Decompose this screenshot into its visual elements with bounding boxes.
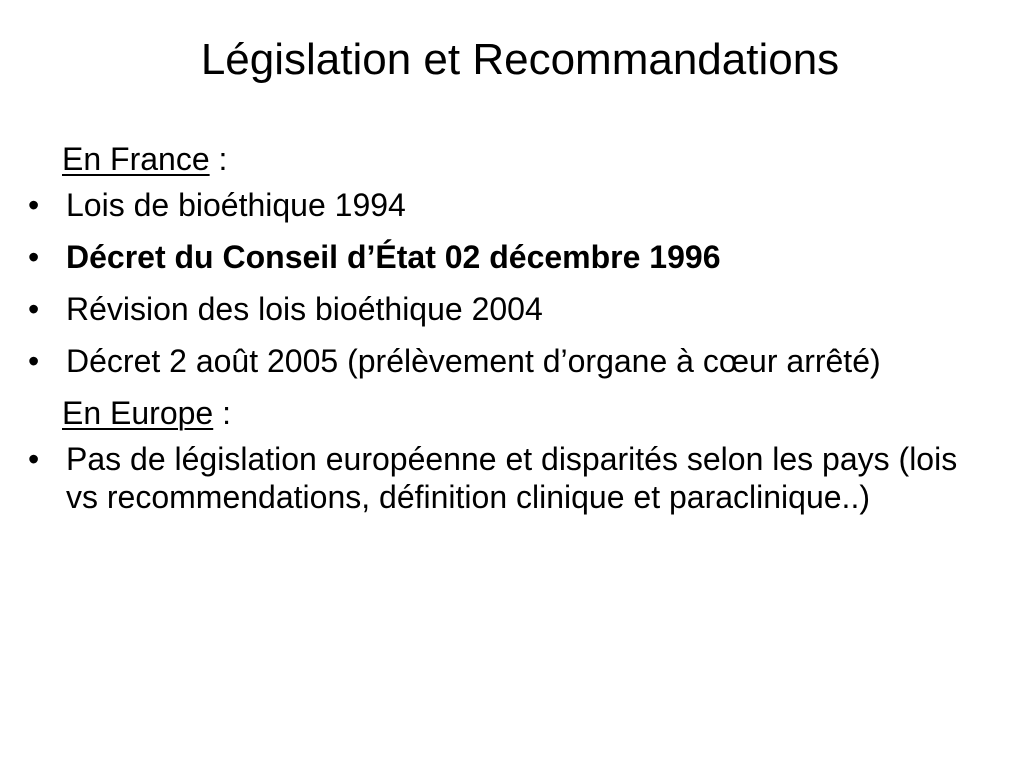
- section-heading-europe: [22, 394, 982, 432]
- bullet-icon: •: [28, 343, 40, 379]
- list-item: [22, 290, 982, 328]
- list-item-text: Lois de bioéthique 1994: [66, 187, 406, 223]
- section-heading-france: [22, 140, 982, 178]
- bullet-icon: •: [28, 239, 40, 275]
- list-item: [22, 342, 982, 380]
- section-heading-france-colon: :: [209, 141, 228, 177]
- section-heading-europe-colon: :: [213, 395, 231, 431]
- list-item-text: Décret 2 août 2005 (prélèvement d’organe à cœur arrêté): [66, 343, 881, 379]
- europe-bullet-list: [22, 440, 982, 516]
- section-heading-europe-label: En Europe: [62, 395, 214, 431]
- list-item: [22, 238, 982, 276]
- slide-content: [22, 140, 982, 530]
- bullet-icon: •: [28, 291, 40, 327]
- list-item: [22, 186, 982, 224]
- bullet-icon: •: [28, 441, 40, 477]
- section-heading-france-label: En France: [62, 141, 210, 177]
- slide-title: Législation et Recommandations: [200, 35, 840, 84]
- france-bullet-list: [22, 186, 982, 380]
- list-item-text: Pas de législation européenne et disparités selon les pays (lois vs recommendations, définition clinique et paraclinique..): [66, 441, 958, 515]
- list-item-text: Décret du Conseil d’État 02 décembre 1996: [66, 239, 721, 275]
- list-item-text: Révision des lois bioéthique 2004: [66, 291, 543, 327]
- bullet-icon: •: [28, 187, 40, 223]
- list-item: [22, 440, 982, 516]
